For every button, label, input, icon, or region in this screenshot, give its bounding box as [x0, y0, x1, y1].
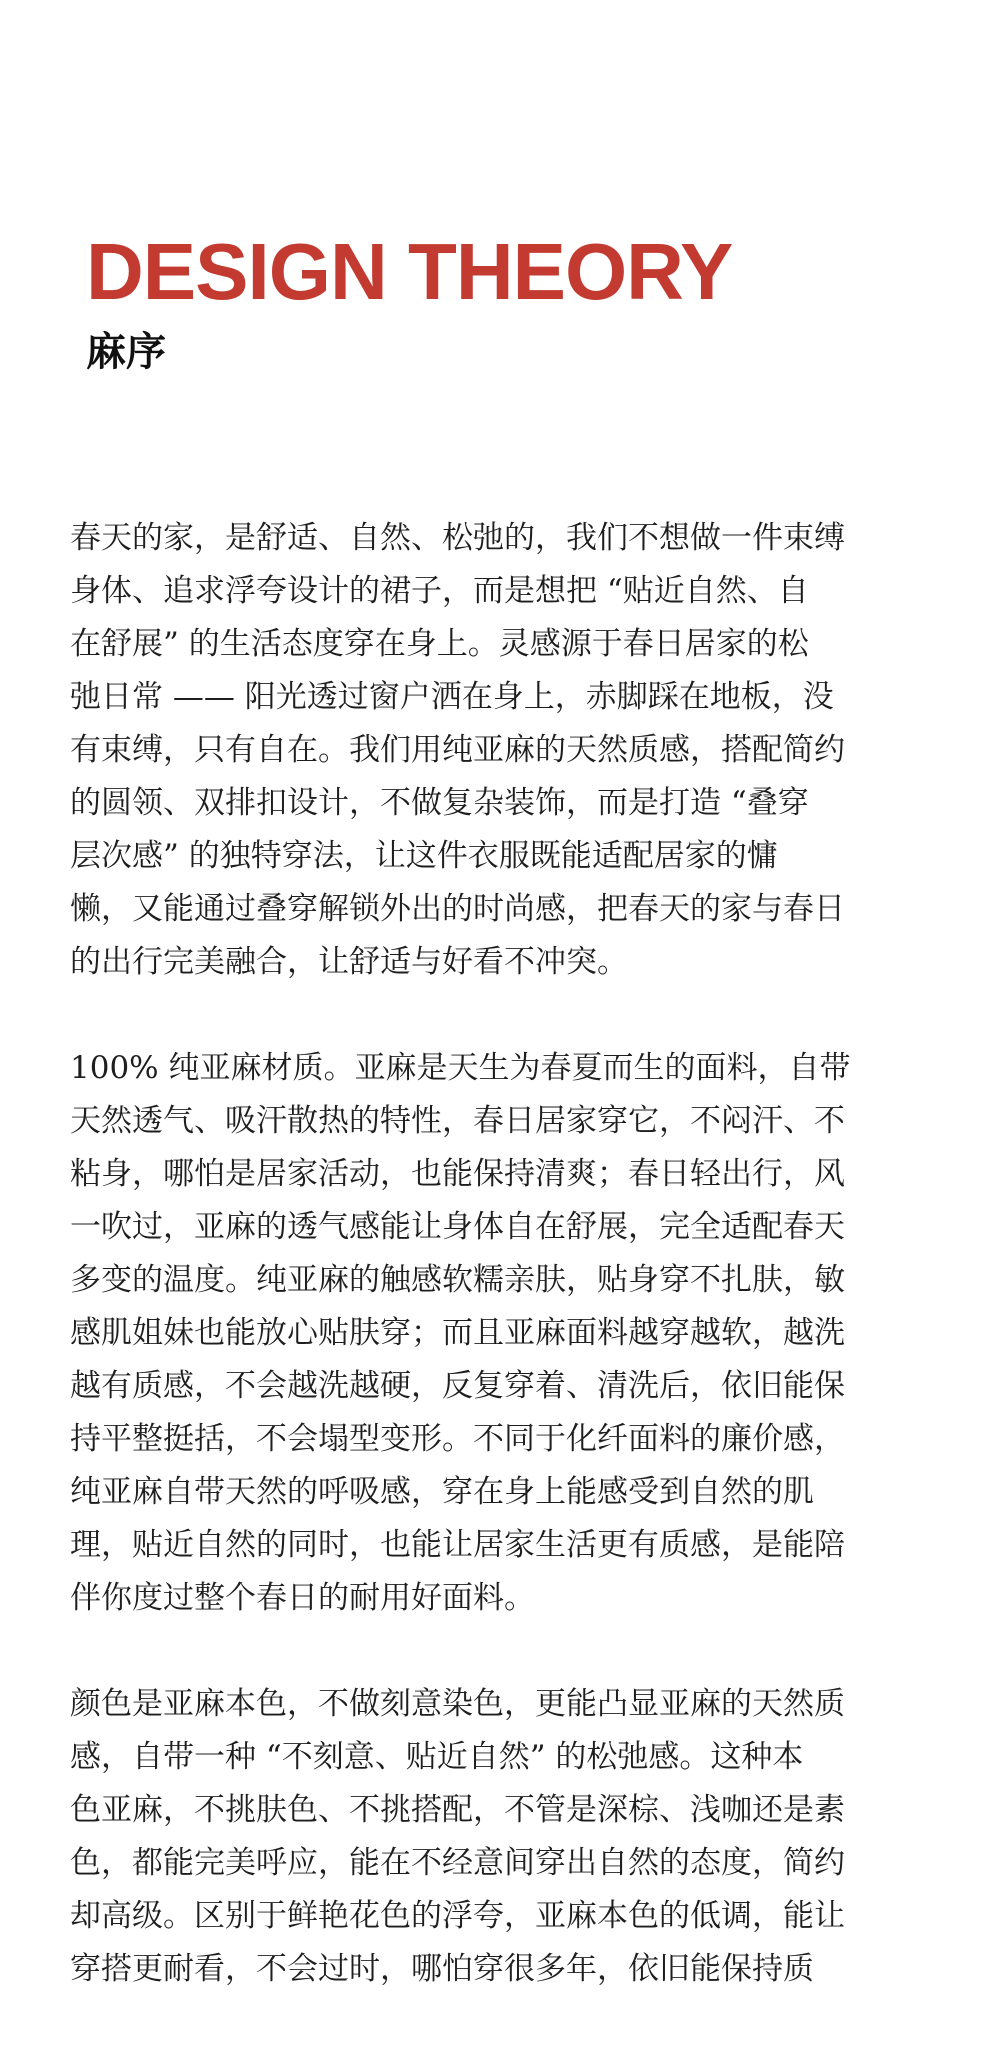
paragraph-line: 多变的温度。纯亚麻的触感软糯亲肤，贴身穿不扎肤，敏: [70, 1262, 845, 1298]
body-text: [70, 512, 920, 2049]
paragraph-line: 持平整挺括，不会塌型变形。不同于化纤面料的廉价感，: [70, 1421, 845, 1457]
paragraph-line: 却高级。区别于鲜艳花色的浮夸，亚麻本色的低调，能让: [70, 1898, 845, 1934]
paragraph-line: 在舒展” 的生活态度穿在身上。灵感源于春日居家的松: [70, 626, 809, 662]
paragraph-line: 粘身，哪怕是居家活动，也能保持清爽；春日轻出行，风: [70, 1156, 845, 1192]
paragraph-line: 颜色是亚麻本色，不做刻意染色，更能凸显亚麻的天然质: [70, 1686, 845, 1722]
paragraph-line: 色，都能完美呼应，能在不经意间穿出自然的态度，简约: [70, 1845, 845, 1881]
paragraph-1: [70, 512, 920, 989]
heading-title-cn: 麻序: [86, 329, 166, 375]
paragraph-line: 有束缚，只有自在。我们用纯亚麻的天然质感，搭配简约: [70, 732, 845, 768]
heading-title-en: DESIGN THEORY: [86, 227, 733, 316]
paragraph-line: 感肌姐妹也能放心贴肤穿；而且亚麻面料越穿越软，越洗: [70, 1315, 845, 1351]
paragraph-line: 穿搭更耐看，不会过时，哪怕穿很多年，依旧能保持质: [70, 1951, 814, 1987]
paragraph-3: [70, 1678, 920, 1996]
paragraph-line: 100% 纯亚麻材质。亚麻是天生为春夏而生的面料，自带: [70, 1050, 851, 1086]
paragraph-line: 理，贴近自然的同时，也能让居家生活更有质感，是能陪: [70, 1527, 845, 1563]
paragraph-line: 天然透气、吸汗散热的特性，春日居家穿它，不闷汗、不: [70, 1103, 845, 1139]
paragraph-line: 色亚麻，不挑肤色、不挑搭配，不管是深棕、浅咖还是素: [70, 1792, 845, 1828]
paragraph-line: 层次感” 的独特穿法，让这件衣服既能适配居家的慵: [70, 838, 778, 874]
paragraph-line: 纯亚麻自带天然的呼吸感，穿在身上能感受到自然的肌: [70, 1474, 814, 1510]
paragraph-line: 身体、追求浮夸设计的裙子，而是想把 “贴近自然、自: [70, 573, 809, 609]
page-heading: [86, 227, 733, 375]
paragraph-line: 的圆领、双排扣设计，不做复杂装饰，而是打造 “叠穿: [70, 785, 809, 821]
paragraph-line: 越有质感，不会越洗越硬，反复穿着、清洗后，依旧能保: [70, 1368, 845, 1404]
paragraph-line: 春天的家，是舒适、自然、松弛的，我们不想做一件束缚: [70, 520, 845, 556]
paragraph-line: 懒，又能通过叠穿解锁外出的时尚感，把春天的家与春日: [70, 891, 845, 927]
paragraph-line: 一吹过，亚麻的透气感能让身体自在舒展，完全适配春天: [70, 1209, 845, 1245]
paragraph-line: 弛日常 —— 阳光透过窗户洒在身上，赤脚踩在地板，没: [70, 679, 834, 715]
paragraph-line: 的出行完美融合，让舒适与好看不冲突。: [70, 944, 628, 980]
paragraph-2: [70, 1042, 920, 1625]
paragraph-line: 感，自带一种 “不刻意、贴近自然” 的松弛感。这种本: [70, 1739, 804, 1775]
paragraph-line: 伴你度过整个春日的耐用好面料。: [70, 1580, 535, 1616]
